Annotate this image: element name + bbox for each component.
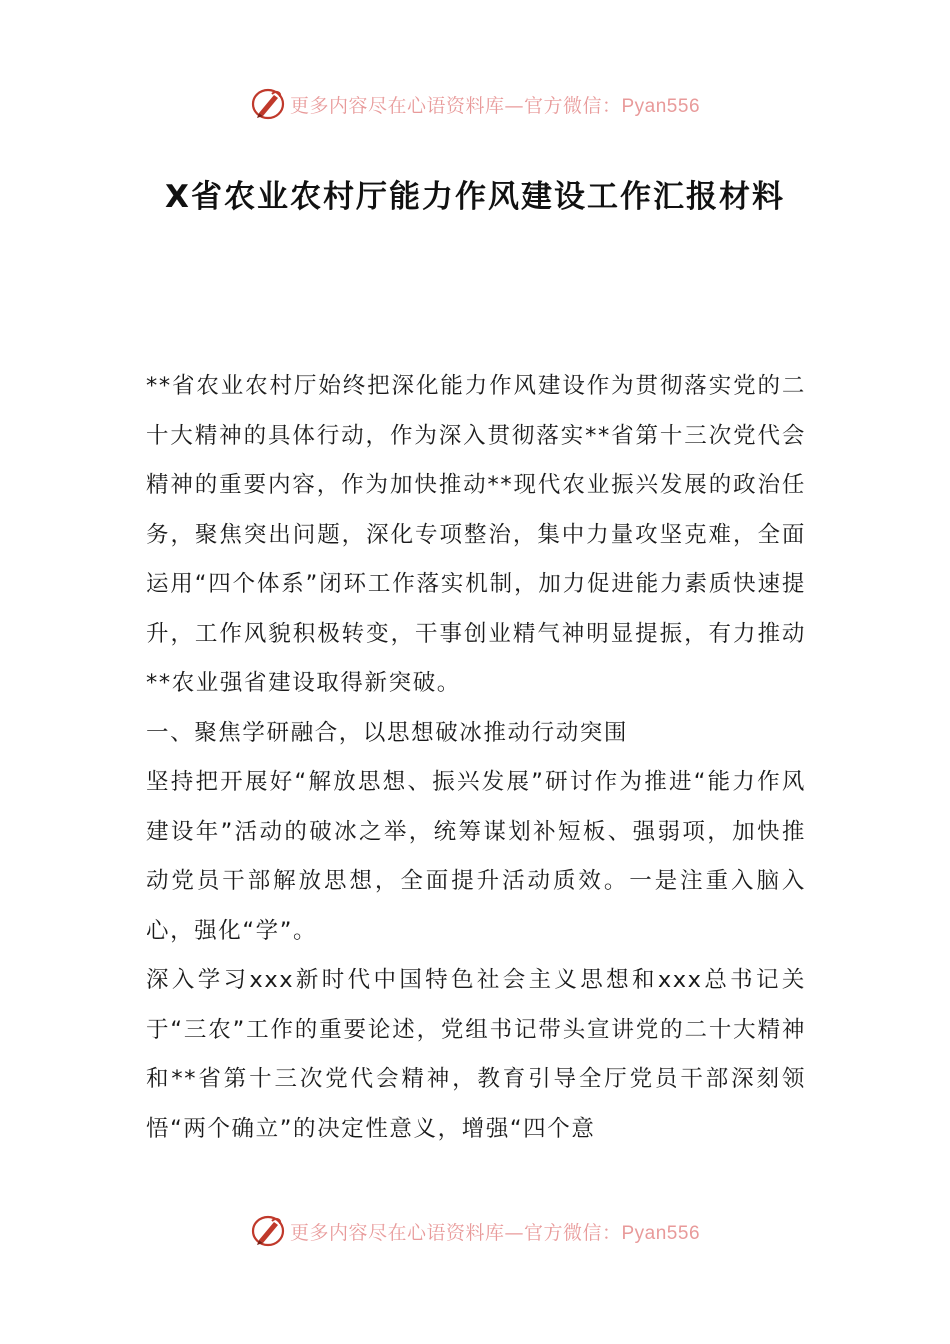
watermark-text (290, 91, 700, 118)
watermark-text (290, 1218, 700, 1245)
watermark-wechat-id: Pyan556 (621, 95, 701, 117)
paragraph-intro: **省农业农村厅始终把深化能力作风建设作为贯彻落实党的二十大精神的具体行动，作为深入贯彻落实**省第十三次党代会精神的重要内容，作为加快推动**现代农业振兴发展的政治任务，聚焦突出问题，深化专项整治，集中力量攻坚克难，全面运用“四个体系”闭环工作落实机制，加力促进能力素质快速提升，工作风貌积极转变，干事创业精气神明显提振，有力推动**农业强省建设取得新突破。 (146, 373, 806, 696)
watermark-footer (0, 1211, 950, 1251)
watermark-wechat-id: Pyan556 (621, 1222, 701, 1244)
paragraph-section-1: 坚持把开展好“解放思想、振兴发展”研讨作为推进“能力作风建设年”活动的破冰之举，统筹谋划补短板、强弱项，加快推动党员干部解放思想，全面提升活动质效。一是注重入脑入心，强化“学”。 (146, 769, 806, 944)
document-body (146, 362, 806, 1154)
pen-logo-icon (250, 1213, 286, 1249)
watermark-header (0, 84, 950, 124)
paragraph-study: 深入学习xxx新时代中国特色社会主义思想和xxx总书记关于“三农”工作的重要论述，党组书记带头宣讲党的二十大精神和**省第十三次党代会精神，教育引导全厅党员干部深刻领悟“两个确立”的决定性意义，增强“四个意 (146, 967, 806, 1142)
watermark-text-cn: 更多内容尽在心语资料库—官方微信： (289, 94, 622, 117)
watermark-text-cn: 更多内容尽在心语资料库—官方微信： (289, 1221, 622, 1244)
document-title: X省农业农村厅能力作风建设工作汇报材料 (165, 179, 785, 215)
pen-logo-icon (250, 86, 286, 122)
section-heading-1: 一、聚焦学研融合，以思想破冰推动行动突围 (146, 719, 629, 746)
